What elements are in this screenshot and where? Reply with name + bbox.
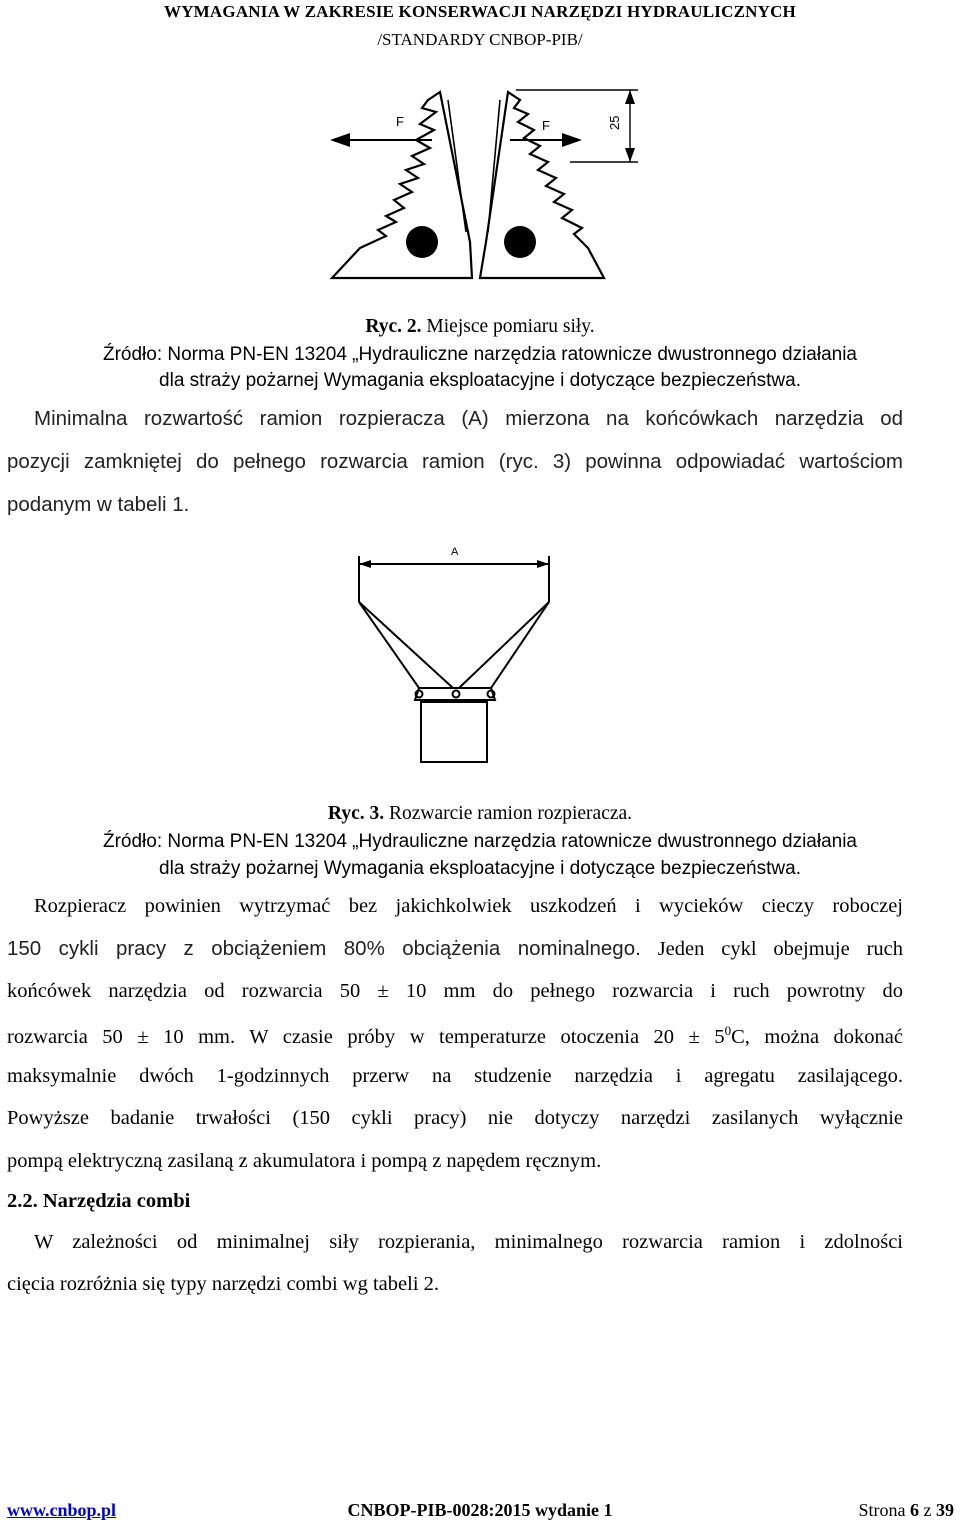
section-heading [7, 1190, 190, 1213]
para2-line4b: W czasie próby w temperaturze otoczenia 20 ± 5 [249, 1025, 725, 1048]
para2-line2b: Jeden cykl obejmuje ruch [657, 938, 904, 960]
para2-line3: końcówek narzędzia od rozwarcia 50 ± 10 mm do pełnego rozwarcia i ruch powrotny do [7, 980, 903, 1002]
para1-line2: pozycji zamkniętej do pełnego rozwarcia ramion (ryc. 3) powinna odpowiadać wartościom [7, 450, 903, 473]
para2-line1: Rozpieracz powinien wytrzymać bez jakichkolwiek uszkodzeń i wycieków cieczy roboczej [34, 895, 903, 917]
header-title: WYMAGANIA W ZAKRESIE KONSERWACJI NARZĘDZI HYDRAULICZNYCH [164, 2, 796, 21]
para2-line2a: 150 cykli pracy z obciążeniem 80% obciążenia nominalnego. [7, 937, 641, 960]
force-label-right: F [542, 118, 550, 133]
dimension-label: 25 [607, 115, 622, 130]
opening-label-a: A [451, 546, 459, 558]
header-subtitle: /STANDARDY CNBOP-PIB/ [377, 30, 583, 49]
para2-line4-sup: 0 [724, 1023, 732, 1038]
website-link[interactable]: www.cnbop.pl [7, 1500, 117, 1520]
figure-2-source-line2: dla straży pożarnej Wymagania eksploatacyjne i dotyczące bezpieczeństwa. [159, 370, 801, 391]
figure-3-spreader-opening [355, 542, 555, 772]
para3-line1: W zależności od minimalnej siły rozpierania, minimalnego rozwarcia ramion i zdolności [34, 1231, 903, 1253]
figure-2-caption-text: Miejsce pomiaru siły. [426, 316, 595, 337]
para2-line4a: rozwarcia 50 ± 10 mm. [7, 1025, 236, 1048]
figure-2-source-line1: Źródło: Norma PN-EN 13204 „Hydrauliczne narzędzia ratownicze dwustronnego działania [102, 344, 858, 365]
para1-line1: Minimalna rozwartość ramion rozpieracza (A) mierzona na końcówkach narzędzia od [34, 407, 903, 430]
para2-line6: Powyższe badanie trwałości (150 cykli pracy) nie dotyczy narzędzi zasilanych wyłącznie [7, 1107, 903, 1129]
figure-3-caption-text: Rozwarcie ramion rozpieracza. [388, 803, 633, 824]
para1-line3: podanym w tabeli 1. [7, 493, 190, 516]
figure-3-source-line2: dla straży pożarnej Wymagania eksploatacyjne i dotyczące bezpieczeństwa. [159, 858, 801, 879]
figure-3-source-line1: Źródło: Norma PN-EN 13204 „Hydrauliczne narzędzia ratownicze dwustronnego działania [102, 831, 858, 852]
para2-line5: maksymalnie dwóch 1-godzinnych przerw na studzenie narzędzia i agregatu zasilającego. [7, 1065, 903, 1087]
document-id: CNBOP-PIB-0028:2015 wydanie 1 [347, 1500, 613, 1520]
figure-2-spreader-tips [320, 82, 640, 292]
figure-3-caption-num: Ryc. 3. [327, 803, 385, 824]
para2-line2 [7, 937, 903, 961]
figure-3-caption [0, 800, 960, 828]
page-number: Strona 6 z 39 [858, 1500, 954, 1520]
section-title: Narzędzia combi [42, 1190, 191, 1212]
figure-2-caption [0, 313, 960, 341]
section-number: 2.2. [7, 1190, 38, 1212]
para2-line4c: C, można dokonać [731, 1025, 904, 1048]
figure-2-caption-num: Ryc. 2. [365, 316, 422, 337]
para3-line2: cięcia rozróżnia się typy narzędzi combi wg tabeli 2. [7, 1273, 440, 1295]
force-label-left: F [396, 114, 404, 129]
para2-line4 [7, 1023, 903, 1049]
para2-line7: pompą elektryczną zasilaną z akumulatora i pompą z napędem ręcznym. [7, 1150, 602, 1172]
